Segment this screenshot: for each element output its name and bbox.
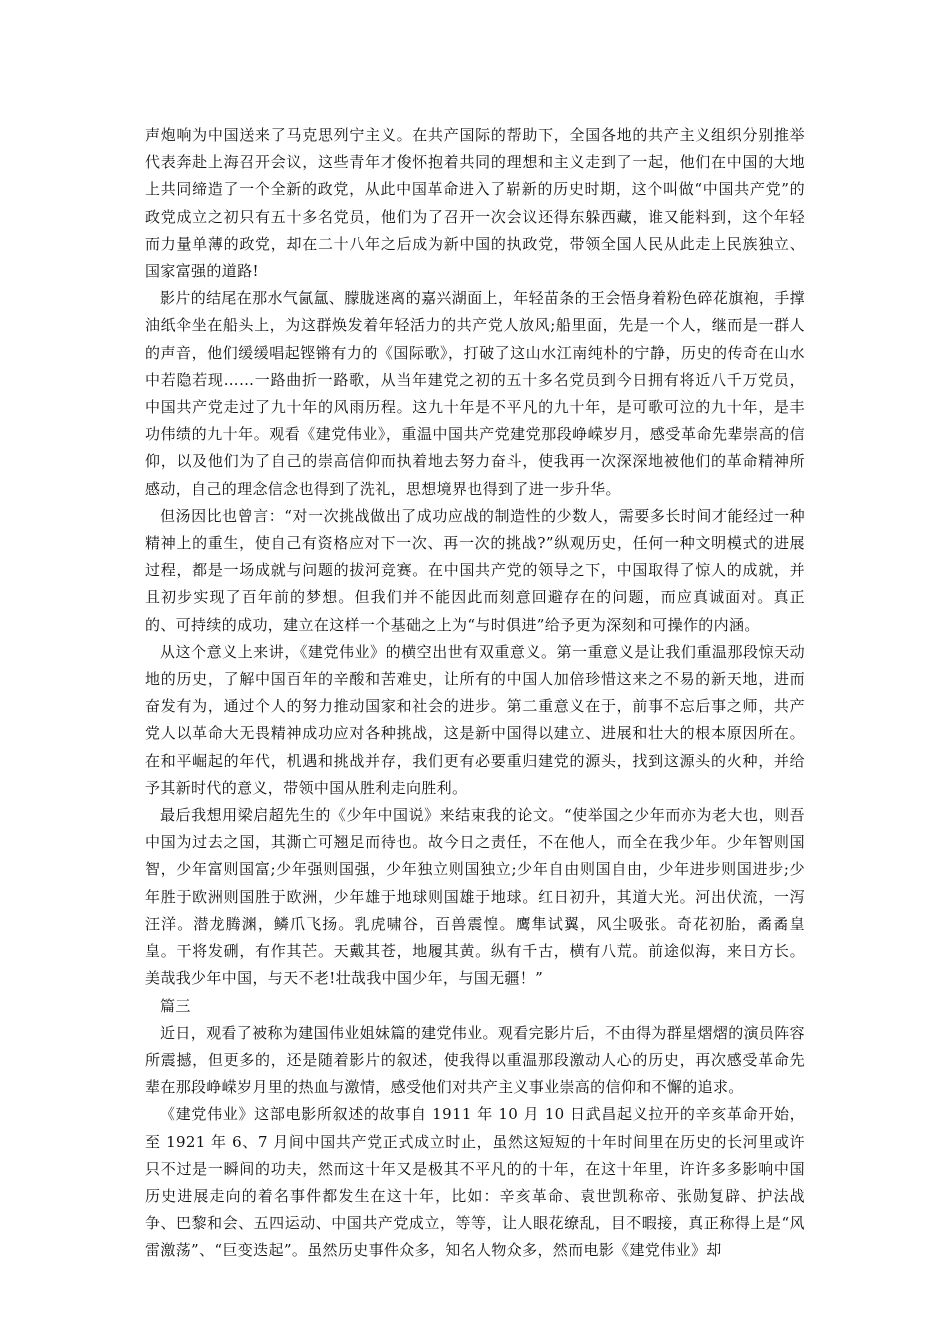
paragraph-1: 声炮响为中国送来了马克思列宁主义。在共产国际的帮助下，全国各地的共产主义组织分别推举代表奔赴上海召开会议，这些青年才俊怀抱着共同的理想和主义走到了一起，他们在中国的大地上共同缔造了一个全新的政党，从此中国革命进入了崭新的历史时期，这个叫做“中国共产党”的政党成立之初只有五十多名党员，他们为了召开一次会议还得东躲西藏，谁又能料到，这个年轻而力量单薄的政党，却在二十八年之后成为新中国的执政党，带领全国人民从此走上民族独立、国家富强的道路! <box>145 126 805 281</box>
paragraph-3: 但汤因比也曾言：“对一次挑战做出了成功应战的制造性的少数人，需要多长时间才能经过一种精神上的重生，使自己有资格应对下一次、再一次的挑战?”纵观历史，任何一种文明模式的进展过程，都是一场成就与问题的拔河竞赛。在中国共产党的领导之下，中国取得了惊人的成就，并且初步实现了百年前的梦想。但我们并不能因此而刻意回避存在的问题，而应真诚面对。真正的、可持续的成功，建立在这样一个基础之上为“与时俱进”给予更为深刻和可操作的内涵。 <box>145 506 805 634</box>
paragraph-4: 从这个意义上来讲，《建党伟业》的横空出世有双重意义。第一重意义是让我们重温那段惊天动地的历史，了解中国百年的辛酸和苦难史，让所有的中国人加倍珍惜这来之不易的新天地，进而奋发有为，通过个人的努力推动国家和社会的进步。第二重意义在于，前事不忘后事之师，共产党人以革命大无畏精神成功应对各种挑战，这是新中国得以建立、进展和壮大的根本原因所在。在和平崛起的年代，机遇和挑战并存，我们更有必要重归建党的源头，找到这源头的火种，并给予其新时代的意义，带领中国从胜利走向胜利。 <box>145 642 805 797</box>
document-body <box>145 122 805 1265</box>
section-heading: 篇三 <box>160 996 191 1015</box>
paragraph-6: 近日，观看了被称为建国伟业姐妹篇的建党伟业。观看完影片后，不由得为群星熠熠的演员阵容所震撼，但更多的，还是随着影片的叙述，使我得以重温那段激动人心的历史，再次感受革命先辈在那段峥嵘岁月里的热血与激情，感受他们对共产主义事业崇高的信仰和不懈的追求。 <box>145 1023 805 1097</box>
paragraph-5: 最后我想用梁启超先生的《少年中国说》来结束我的论文。“使举国之少年而亦为老大也，则吾中国为过去之国，其澌亡可翘足而待也。故今日之责任，不在他人，而全在我少年。少年智则国智，少年富则国富;少年强则国强，少年独立则国独立;少年自由则国自由，少年进步则国进步;少年胜于欧洲则国胜于欧洲，少年雄于地球则国雄于地球。红日初升，其道大光。河出伏流，一泻汪洋。潜龙腾渊，鳞爪飞扬。乳虎啸谷，百兽震惶。鹰隼试翼，风尘吸张。奇花初胎，矞矞皇皇。干将发硎，有作其芒。天戴其苍，地履其黄。纵有千古，横有八荒。前途似海，来日方长。美哉我少年中国，与天不老!壮哉我中国少年，与国无疆！” <box>145 806 805 988</box>
paragraph-2: 影片的结尾在那水气氤氲、朦胧迷离的嘉兴湖面上，年轻苗条的王会悟身着粉色碎花旗袍，手撑油纸伞坐在船头上，为这群焕发着年轻活力的共产党人放风;船里面，先是一个人，继而是一群人的声音，他们缓缓唱起铿锵有力的《国际歌》，打破了这山水江南纯朴的宁静，历史的传奇在山水中若隐若现……一路曲折一路歌，从当年建党之初的五十多名党员到今日拥有将近八千万党员，中国共产党走过了九十年的风雨历程。这九十年是不平凡的九十年，是可歌可泣的九十年，是丰功伟绩的九十年。观看《建党伟业》，重温中国共产党建党那段峥嵘岁月，感受革命先辈崇高的信仰，以及他们为了自己的崇高信仰而执着地去努力奋斗，使我再一次深深地被他们的革命精神所感动，自己的理念信念也得到了洗礼，思想境界也得到了进一步升华。 <box>145 289 805 498</box>
paragraph-7: 《建党伟业》这部电影所叙述的故事自 1911 年 10 月 10 日武昌起义拉开的辛亥革命开始，至 1921 年 6、7 月间中国共产党正式成立时止，虽然这短短的十年时间里在历史的长河里或许只不过是一瞬间的功夫，然而这十年又是极其不平凡的的十年，在这十年里，许许多多影响中国历史进展走向的着名事件都发生在这十年，比如：辛亥革命、袁世凯称帝、张勋复辟、护法战争、巴黎和会、五四运动、中国共产党成立，等等，让人眼花缭乱，目不暇接，真正称得上是“风雷激荡”、“巨变迭起”。虽然历史事件众多，知名人物众多，然而电影《建党伟业》却 <box>145 1105 805 1260</box>
